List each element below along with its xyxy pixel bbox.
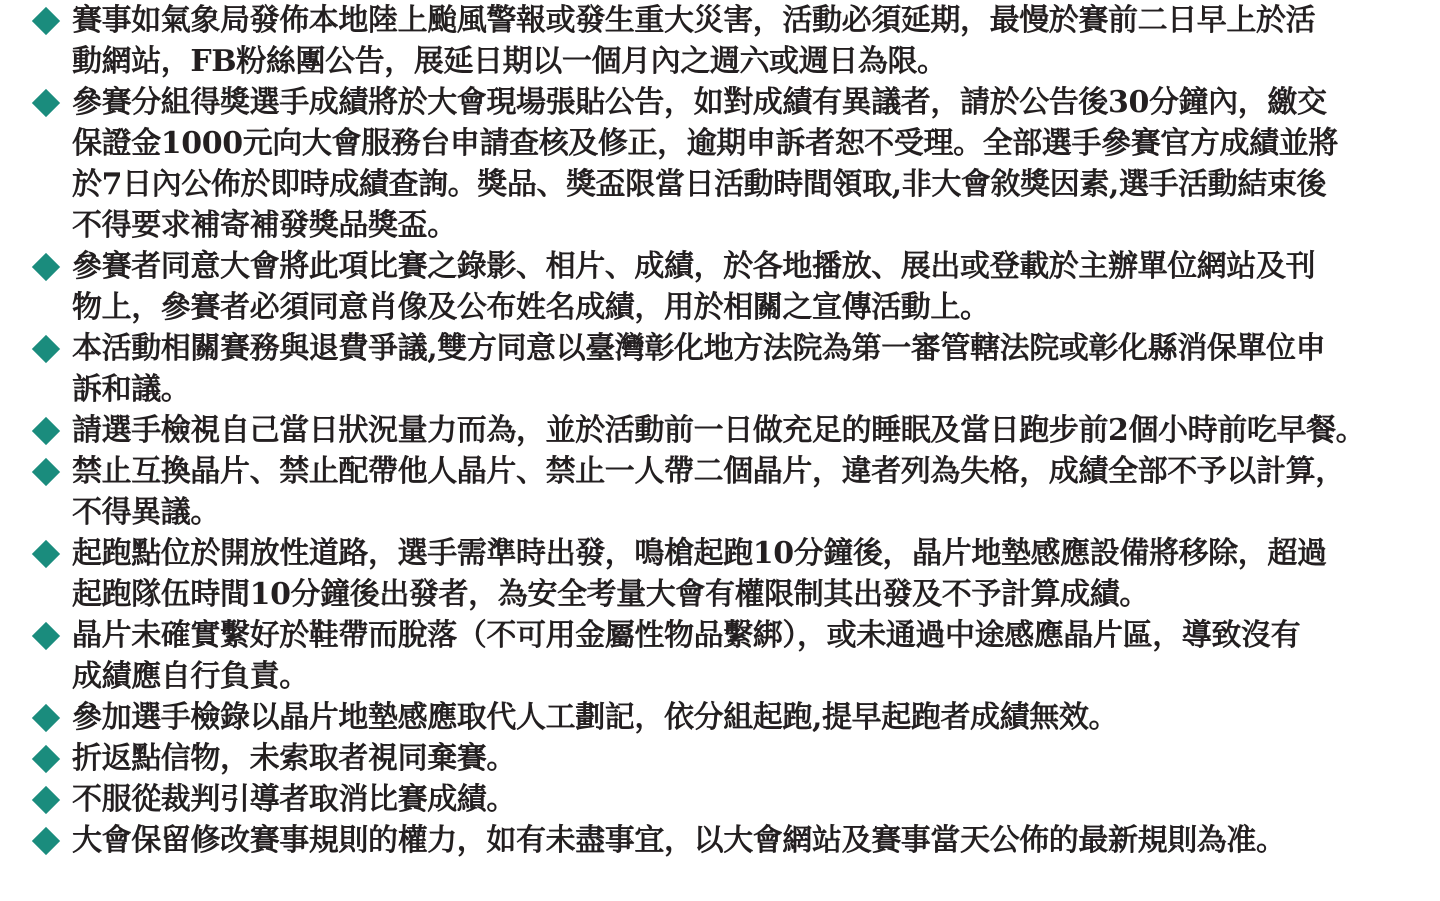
- rule-line: 請選手檢視自己當日狀況量力而為，並於活動前一日做充足的睡眠及當日跑步前2個小時前吃早餐。: [72, 413, 1366, 448]
- rule-text: [72, 246, 1440, 328]
- diamond-bullet-icon: [30, 820, 72, 861]
- diamond-bullet-icon: [30, 246, 72, 287]
- rule-line: 參賽者同意大會將此項比賽之錄影、相片、成績，於各地播放、展出或登載於主辦單位網站及刊: [72, 249, 1316, 284]
- rule-line: 於7日內公佈於即時成績查詢。獎品、獎盃限當日活動時間領取,非大會敘獎因素,選手活動結束後: [72, 167, 1327, 202]
- rule-line: 參賽分組得獎選手成績將於大會現場張貼公告，如對成績有異議者，請於公告後30分鐘內，繳交: [72, 85, 1327, 120]
- rule-text: [72, 820, 1440, 861]
- diamond-bullet-icon: [30, 615, 72, 656]
- rule-line: 大會保留修改賽事規則的權力，如有未盡事宜，以大會網站及賽事當天公佈的最新規則為准。: [72, 823, 1286, 858]
- rule-item: [30, 328, 1440, 410]
- rule-item: [30, 533, 1440, 615]
- rule-line: 不得異議。: [72, 495, 220, 530]
- diamond-bullet-icon: [30, 738, 72, 779]
- rule-text: [72, 697, 1440, 738]
- rule-line: 物上，參賽者必須同意肖像及公布姓名成績，用於相關之宣傳活動上。: [72, 290, 990, 325]
- diamond-bullet-icon: [30, 779, 72, 820]
- rule-text: [72, 779, 1440, 820]
- diamond-bullet-icon: [30, 451, 72, 492]
- rule-text: [72, 533, 1440, 615]
- diamond-bullet-icon: [30, 328, 72, 369]
- rule-line: 晶片未確實繫好於鞋帶而脫落（不可用金屬性物品繫綁），或未通過中途感應晶片區，導致沒有: [72, 618, 1301, 653]
- rule-item: [30, 820, 1440, 861]
- rule-item: [30, 615, 1440, 697]
- rule-line: 起跑點位於開放性道路，選手需準時出發，鳴槍起跑10分鐘後，晶片地墊感應設備將移除，超過: [72, 536, 1327, 571]
- rule-line: 訴和議。: [72, 372, 191, 407]
- diamond-bullet-icon: [30, 410, 72, 451]
- rule-line: 賽事如氣象局發佈本地陸上颱風警報或發生重大災害，活動必須延期，最慢於賽前二日早上於活: [72, 3, 1316, 38]
- rule-text: [72, 328, 1440, 410]
- rule-line: 參加選手檢錄以晶片地墊感應取代人工劃記，依分組起跑,提早起跑者成績無效。: [72, 700, 1119, 735]
- rule-item: [30, 779, 1440, 820]
- rule-line: 禁止互換晶片、禁止配帶他人晶片、禁止一人帶二個晶片，違者列為失格，成績全部不予以計算，: [72, 454, 1345, 489]
- rule-line: 不服從裁判引導者取消比賽成績。: [72, 782, 516, 817]
- rule-item: [30, 82, 1440, 246]
- diamond-bullet-icon: [30, 533, 72, 574]
- rule-line: 折返點信物，未索取者視同棄賽。: [72, 741, 516, 776]
- rule-item: [30, 738, 1440, 779]
- rule-line: 動網站，FB粉絲團公告，展延日期以一個月內之週六或週日為限。: [72, 44, 947, 79]
- rule-text: [72, 738, 1440, 779]
- rule-item: [30, 246, 1440, 328]
- rule-text: [72, 615, 1440, 697]
- rule-item: [30, 410, 1440, 451]
- rule-text: [72, 451, 1440, 533]
- rule-text: [72, 410, 1440, 451]
- rule-line: 起跑隊伍時間10分鐘後出發者，為安全考量大會有權限制其出發及不予計算成績。: [72, 577, 1149, 612]
- rule-line: 成績應自行負責。: [72, 659, 309, 694]
- rule-line: 不得要求補寄補發獎品獎盃。: [72, 208, 457, 243]
- diamond-bullet-icon: [30, 82, 72, 123]
- rule-item: [30, 451, 1440, 533]
- rule-item: [30, 697, 1440, 738]
- rule-text: [72, 0, 1440, 82]
- rule-line: 保證金1000元向大會服務台申請查核及修正，逾期申訴者恕不受理。全部選手參賽官方成績並將: [72, 126, 1338, 161]
- rules-list: [30, 0, 1440, 861]
- rule-text: [72, 82, 1440, 246]
- diamond-bullet-icon: [30, 0, 72, 41]
- rule-item: [30, 0, 1440, 82]
- rule-line: 本活動相關賽務與退費爭議,雙方同意以臺灣彰化地方法院為第一審管轄法院或彰化縣消保單位申: [72, 331, 1326, 366]
- diamond-bullet-icon: [30, 697, 72, 738]
